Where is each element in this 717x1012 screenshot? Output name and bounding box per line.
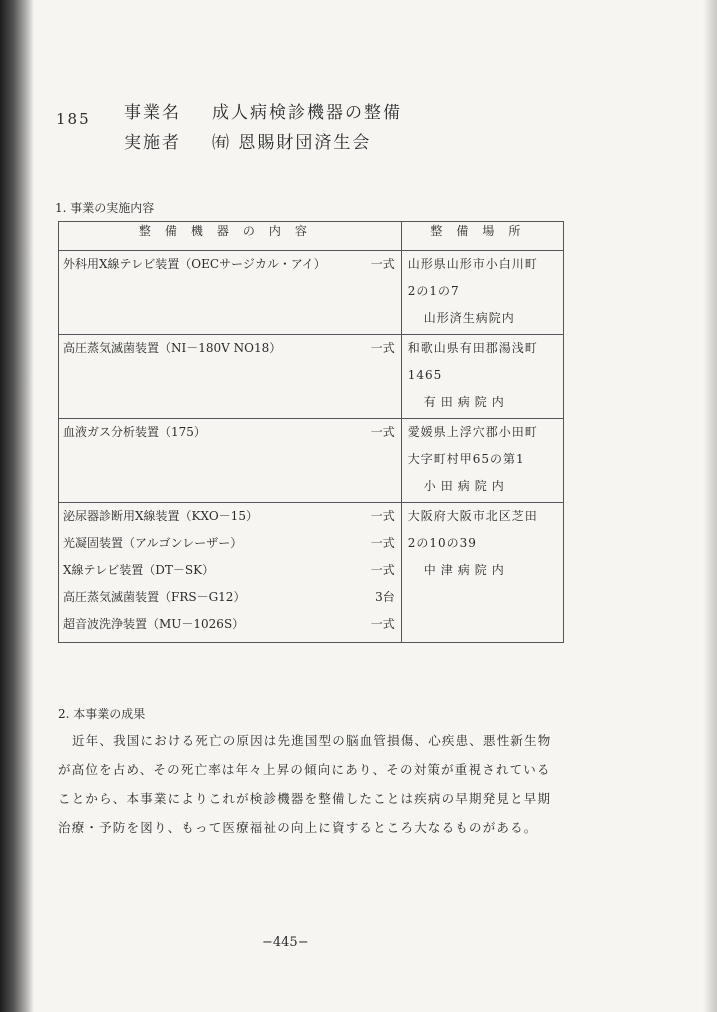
table-row xyxy=(59,419,564,503)
equipment-line xyxy=(59,611,401,638)
equipment-name: 泌尿器診断用X線装置（KXO－15） xyxy=(63,509,258,523)
scan-binding-shadow xyxy=(0,0,34,1012)
equipment-qty: 一式 xyxy=(370,257,395,271)
equipment-cell xyxy=(59,419,402,503)
equipment-cell xyxy=(59,503,402,643)
header-equipment: 整備機器の内容 xyxy=(59,222,402,251)
equipment-name: X線テレビ装置（DT－SK） xyxy=(63,563,215,577)
table-row xyxy=(59,335,564,419)
table-header-row xyxy=(59,222,564,251)
entry-number: 185 xyxy=(56,110,91,128)
location-address-number: 2の10の39 xyxy=(407,536,477,550)
equipment-line xyxy=(59,530,401,557)
equipment-cell xyxy=(59,251,402,335)
section-1-title: 1. 事業の実施内容 xyxy=(55,201,155,215)
header-location: 整備場所 xyxy=(401,222,563,251)
location-address: 和歌山県有田郡湯浅町 xyxy=(407,341,538,355)
equipment-qty: 一式 xyxy=(370,341,395,355)
equipment-name: 外科用X線テレビ装置（OECサージカル・アイ） xyxy=(63,257,326,271)
location-address: 山形県山形市小白川町 xyxy=(407,257,538,271)
equipment-name: 高圧蒸気滅菌装置（FRS－G12） xyxy=(63,590,246,604)
results-paragraph xyxy=(58,726,564,842)
equipment-line xyxy=(59,251,401,278)
location-hospital: 小田病院内 xyxy=(423,479,509,493)
equipment-line xyxy=(59,557,401,584)
equipment-qty: 3台 xyxy=(375,590,395,604)
equipment-qty: 一式 xyxy=(370,617,395,631)
location-hospital: 山形済生病院内 xyxy=(423,311,515,325)
equipment-line xyxy=(59,503,401,530)
location-hospital: 中津病院内 xyxy=(423,563,509,577)
location-address-number: 大字町村甲65の第1 xyxy=(407,452,525,466)
equipment-name: 高圧蒸気滅菌装置（NI－180V NO18） xyxy=(63,341,282,355)
implementer-name: ㈲ 恩賜財団済生会 xyxy=(212,133,372,153)
section-2-title: 2. 本事業の成果 xyxy=(58,707,146,721)
equipment-line xyxy=(59,335,401,362)
location-cell xyxy=(401,335,563,419)
table-row xyxy=(59,251,564,335)
location-address-number: 2の1の7 xyxy=(407,284,460,298)
equipment-table xyxy=(58,221,564,643)
equipment-qty: 一式 xyxy=(370,509,395,523)
location-address: 大阪府大阪市北区芝田 xyxy=(407,509,538,523)
location-hospital: 有田病院内 xyxy=(423,395,509,409)
implementer-label: 実施者 xyxy=(124,133,181,153)
equipment-line xyxy=(59,584,401,611)
equipment-qty: 一式 xyxy=(370,536,395,550)
project-label: 事業名 xyxy=(124,103,181,123)
table-row xyxy=(59,503,564,643)
equipment-name: 血液ガス分析装置（175） xyxy=(63,425,206,439)
project-name: 成人病検診機器の整備 xyxy=(212,103,402,123)
equipment-cell xyxy=(59,335,402,419)
location-address-number: 1465 xyxy=(407,368,443,382)
equipment-name: 超音波洗浄装置（MU－1026S） xyxy=(63,617,245,631)
scan-page-edge xyxy=(703,0,717,1012)
equipment-name: 光凝固装置（アルゴンレーザー） xyxy=(63,536,243,550)
location-cell xyxy=(401,419,563,503)
equipment-line xyxy=(59,419,401,446)
location-cell xyxy=(401,503,563,643)
page-number: −445− xyxy=(262,935,309,950)
equipment-qty: 一式 xyxy=(370,425,395,439)
results-text: 近年、我国における死亡の原因は先進国型の脳血管損傷、心疾患、悪性新生物が高位を占め、その死亡率は年々上昇の傾向にあり、その対策が重視されていることから、本事業によりこれが検診機器を整備したことは疾病の早期発見と早期治療・予防を図り、もって医療福祉の向上に資するところ大なるものがある。 xyxy=(58,733,552,835)
equipment-qty: 一式 xyxy=(370,563,395,577)
location-address: 愛媛県上浮穴郡小田町 xyxy=(407,425,538,439)
location-cell xyxy=(401,251,563,335)
